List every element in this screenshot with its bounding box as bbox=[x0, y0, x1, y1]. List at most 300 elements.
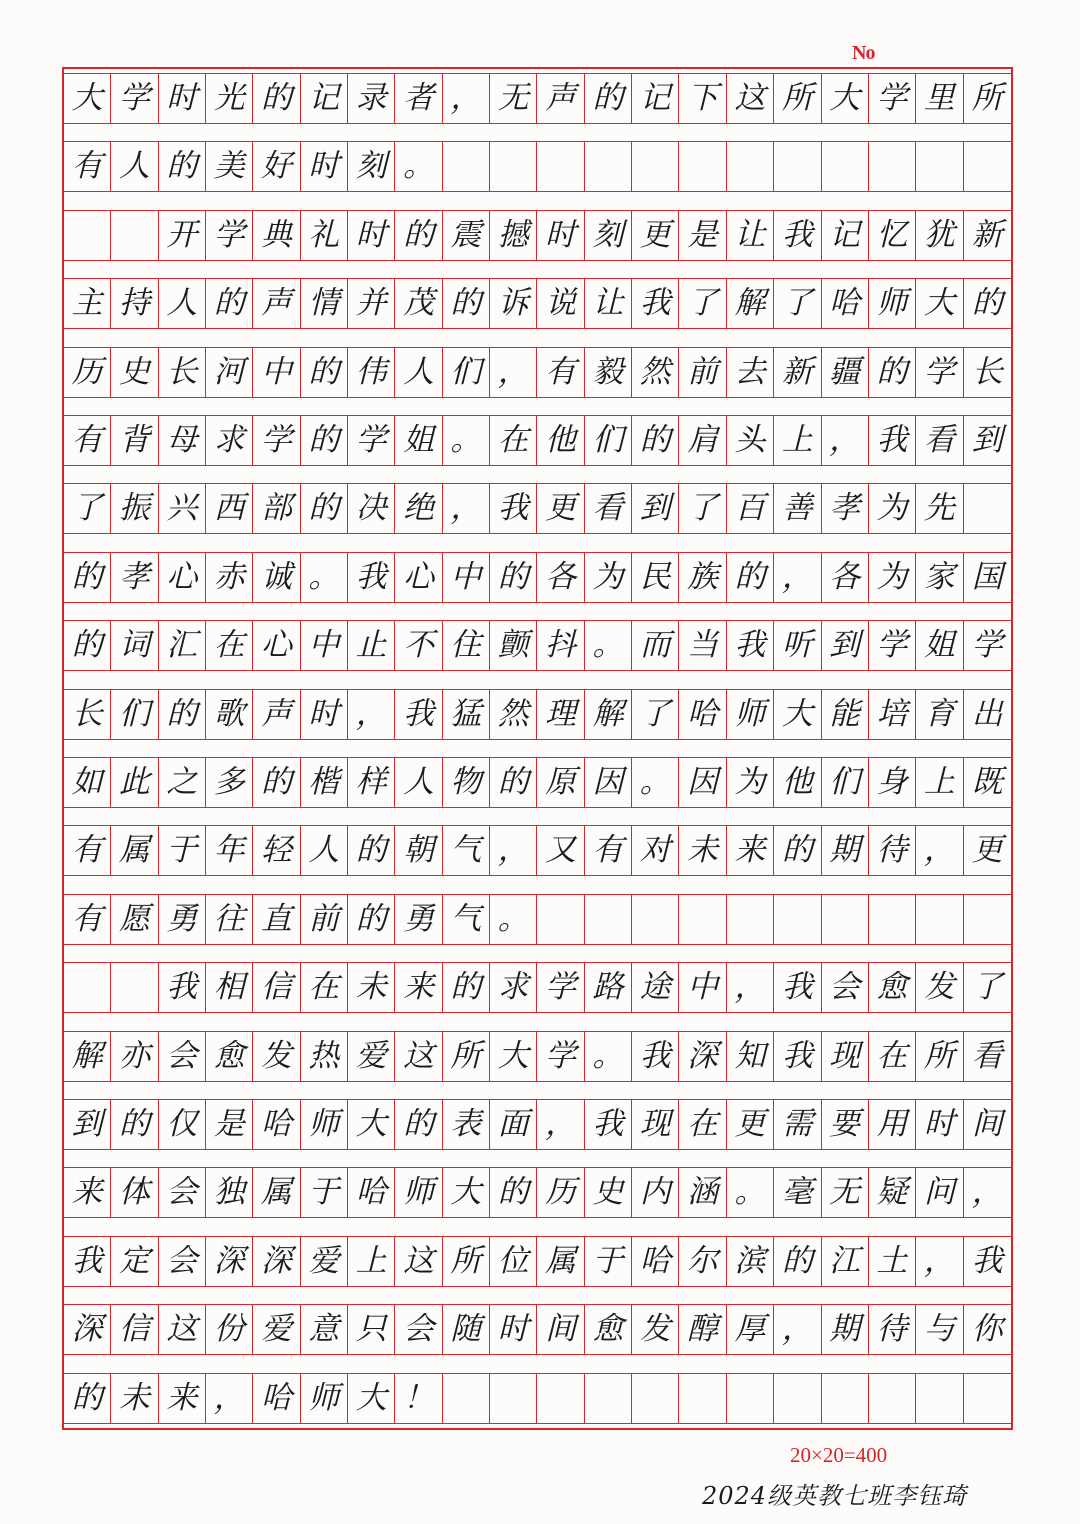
grid-cell: ， bbox=[490, 826, 537, 875]
grid-cell: 样 bbox=[348, 758, 395, 807]
grid-cell: 记 bbox=[822, 211, 869, 260]
grid-cell: 在 bbox=[206, 621, 253, 670]
grid-cell: 的 bbox=[490, 758, 537, 807]
grid-cell: ， bbox=[490, 348, 537, 397]
grid-cell: 去 bbox=[727, 348, 774, 397]
grid-cell: 的 bbox=[869, 348, 916, 397]
grid-cell bbox=[585, 895, 632, 944]
grid-cell: 诚 bbox=[253, 553, 300, 602]
grid-cell: 路 bbox=[585, 963, 632, 1012]
grid-cell: 在 bbox=[490, 416, 537, 465]
grid-cell: 在 bbox=[301, 963, 348, 1012]
essay-line bbox=[64, 1304, 1011, 1355]
grid-cell: 颤 bbox=[490, 621, 537, 670]
grid-cell: 茂 bbox=[395, 279, 442, 328]
grid-cell: 背 bbox=[111, 416, 158, 465]
grid-cell: 的 bbox=[443, 963, 490, 1012]
grid-cell: 学 bbox=[348, 416, 395, 465]
grid-cell: 大 bbox=[348, 1374, 395, 1423]
essay-line bbox=[64, 689, 1011, 740]
grid-cell: 的 bbox=[64, 553, 111, 602]
grid-cell: 身 bbox=[869, 758, 916, 807]
grid-cell bbox=[679, 1374, 726, 1423]
grid-cell: 看 bbox=[971, 1037, 1003, 1074]
grid-cell bbox=[964, 1374, 1011, 1423]
grid-cell: 我 bbox=[585, 1100, 632, 1149]
grid-cell: 人 bbox=[111, 142, 158, 191]
grid-cell: 属 bbox=[253, 1168, 300, 1217]
grid-cell: 的 bbox=[64, 621, 111, 670]
grid-cell: 的 bbox=[727, 553, 774, 602]
grid-cell: 在 bbox=[679, 1100, 726, 1149]
grid-cell: 现 bbox=[632, 1100, 679, 1149]
grid-cell: 有 bbox=[64, 142, 111, 191]
grid-cell: 疑 bbox=[869, 1168, 916, 1217]
grid-cell: 毫 bbox=[774, 1168, 821, 1217]
grid-cell bbox=[443, 142, 490, 191]
grid-cell: 中 bbox=[679, 963, 726, 1012]
grid-cell: 朝 bbox=[395, 826, 442, 875]
grid-cell bbox=[64, 211, 111, 260]
grid-cell: 到 bbox=[971, 422, 1003, 458]
essay-line bbox=[64, 962, 1011, 1013]
grid-cell: 亦 bbox=[111, 1032, 158, 1081]
grid-cell: 者 bbox=[395, 74, 442, 123]
grid-cell: 间 bbox=[971, 1106, 1003, 1142]
grid-cell: 随 bbox=[443, 1305, 490, 1354]
grid-cell: 解 bbox=[727, 279, 774, 328]
grid-cell: 江 bbox=[822, 1237, 869, 1286]
grid-cell: 他 bbox=[774, 758, 821, 807]
grid-cell: 会 bbox=[159, 1032, 206, 1081]
essay-line bbox=[64, 1167, 1011, 1218]
grid-cell: 爱 bbox=[301, 1237, 348, 1286]
grid-cell: 勇 bbox=[395, 895, 442, 944]
grid-cell bbox=[490, 142, 537, 191]
grid-cell: 里 bbox=[916, 74, 963, 123]
grid-cell: 中 bbox=[443, 553, 490, 602]
essay-line bbox=[64, 757, 1011, 808]
grid-cell: 我 bbox=[774, 211, 821, 260]
grid-cell: 的 bbox=[111, 1100, 158, 1149]
grid-cell: 定 bbox=[111, 1237, 158, 1286]
grid-cell: 时 bbox=[348, 211, 395, 260]
grid-cell: ， bbox=[348, 690, 395, 739]
grid-cell: 的 bbox=[632, 416, 679, 465]
grid-cell: 并 bbox=[348, 279, 395, 328]
grid-cell: 决 bbox=[348, 484, 395, 533]
grid-cell: 头 bbox=[727, 416, 774, 465]
grid-cell: 这 bbox=[395, 1032, 442, 1081]
grid-cell: 楷 bbox=[301, 758, 348, 807]
grid-cell: 是 bbox=[206, 1100, 253, 1149]
grid-cell: 上 bbox=[916, 758, 963, 807]
grid-cell: 勇 bbox=[159, 895, 206, 944]
grid-cell: 求 bbox=[206, 416, 253, 465]
grid-cell: 记 bbox=[632, 74, 679, 123]
grid-cell: 需 bbox=[774, 1100, 821, 1149]
grid-cell: 更 bbox=[727, 1100, 774, 1149]
grid-cell: 诉 bbox=[490, 279, 537, 328]
grid-cell: 了 bbox=[971, 969, 1003, 1006]
grid-cell: 有 bbox=[585, 826, 632, 875]
grid-cell: 部 bbox=[253, 484, 300, 533]
grid-cell: 我 bbox=[774, 963, 821, 1012]
grid-cell bbox=[111, 963, 158, 1012]
grid-cell: 份 bbox=[206, 1305, 253, 1354]
grid-cell: 未 bbox=[348, 963, 395, 1012]
grid-cell: 这 bbox=[395, 1237, 442, 1286]
grid-cell: 我 bbox=[490, 484, 537, 533]
grid-cell: 的 bbox=[301, 348, 348, 397]
grid-cell: 学 bbox=[253, 416, 300, 465]
grid-cell: 。 bbox=[490, 895, 537, 944]
grid-cell: 抖 bbox=[537, 621, 584, 670]
author-signature: 2024级英教七班李钰琦 bbox=[702, 1482, 968, 1510]
grid-cell: 长 bbox=[64, 690, 111, 739]
grid-cell: 人 bbox=[395, 348, 442, 397]
grid-cell: 时 bbox=[301, 690, 348, 739]
grid-cell: 有 bbox=[64, 895, 111, 944]
grid-cell: 又 bbox=[537, 826, 584, 875]
grid-cell: 伟 bbox=[348, 348, 395, 397]
grid-cell bbox=[822, 1374, 869, 1423]
grid-cell: 各 bbox=[822, 553, 869, 602]
grid-cell: 愈 bbox=[585, 1305, 632, 1354]
grid-cell: 住 bbox=[443, 621, 490, 670]
grid-cell: 听 bbox=[774, 621, 821, 670]
grid-cell: 下 bbox=[679, 74, 726, 123]
grid-cell: 人 bbox=[395, 758, 442, 807]
grid-cell: 兴 bbox=[159, 484, 206, 533]
grid-cell: 人 bbox=[301, 826, 348, 875]
grid-cell: 的 bbox=[585, 74, 632, 123]
grid-cell: 了 bbox=[679, 484, 726, 533]
grid-cell: 学 bbox=[971, 627, 1003, 664]
essay-line bbox=[64, 415, 1011, 466]
grid-cell: 礼 bbox=[301, 211, 348, 260]
grid-cell: 更 bbox=[537, 484, 584, 533]
grid-cell bbox=[111, 211, 158, 260]
grid-cell: 此 bbox=[111, 758, 158, 807]
grid-cell: 的 bbox=[971, 285, 1003, 322]
grid-cell: 所 bbox=[916, 1032, 963, 1081]
grid-cell: 。 bbox=[585, 1032, 632, 1081]
grid-cell: 之 bbox=[159, 758, 206, 807]
grid-cell: 了 bbox=[632, 690, 679, 739]
grid-cell: 师 bbox=[395, 1168, 442, 1217]
essay-line bbox=[64, 1236, 1011, 1287]
grid-cell: 典 bbox=[253, 211, 300, 260]
grid-cell: 孝 bbox=[822, 484, 869, 533]
grid-cell: 能 bbox=[822, 690, 869, 739]
grid-cell: 上 bbox=[774, 416, 821, 465]
grid-cell: 心 bbox=[159, 553, 206, 602]
grid-cell bbox=[964, 484, 1011, 533]
grid-cell bbox=[916, 142, 963, 191]
grid-cell bbox=[822, 895, 869, 944]
grid-cell: 间 bbox=[537, 1305, 584, 1354]
grid-cell: 仅 bbox=[159, 1100, 206, 1149]
grid-cell: 因 bbox=[585, 758, 632, 807]
grid-cell: 的 bbox=[301, 416, 348, 465]
grid-cell: 善 bbox=[774, 484, 821, 533]
grid-cell: 哈 bbox=[253, 1100, 300, 1149]
grid-cell: 会 bbox=[159, 1168, 206, 1217]
grid-cell: 用 bbox=[869, 1100, 916, 1149]
grid-cell: 途 bbox=[632, 963, 679, 1012]
grid-cell: 大 bbox=[916, 279, 963, 328]
grid-cell: 愈 bbox=[869, 963, 916, 1012]
grid-cell: ， bbox=[727, 963, 774, 1012]
grid-cell: 到 bbox=[822, 621, 869, 670]
grid-cell: 既 bbox=[971, 764, 1003, 800]
grid-cell: ， bbox=[971, 1174, 1003, 1211]
manuscript-grid bbox=[62, 67, 1013, 1430]
grid-cell: 现 bbox=[822, 1032, 869, 1081]
grid-cell: 人 bbox=[159, 279, 206, 328]
grid-cell: 有 bbox=[64, 416, 111, 465]
grid-cell: 。 bbox=[443, 416, 490, 465]
grid-cell bbox=[916, 895, 963, 944]
grid-cell: 的 bbox=[253, 758, 300, 807]
essay-line bbox=[64, 620, 1011, 671]
grid-cell: 我 bbox=[64, 1237, 111, 1286]
grid-cell: 哈 bbox=[679, 690, 726, 739]
grid-cell: 声 bbox=[253, 690, 300, 739]
grid-cell: 为 bbox=[585, 553, 632, 602]
grid-cell: 声 bbox=[253, 279, 300, 328]
essay-line bbox=[64, 552, 1011, 603]
grid-cell: 的 bbox=[490, 553, 537, 602]
grid-cell: 然 bbox=[632, 348, 679, 397]
grid-cell bbox=[774, 1374, 821, 1423]
grid-cell: 时 bbox=[490, 1305, 537, 1354]
grid-cell: 忆 bbox=[869, 211, 916, 260]
grid-cell: 的 bbox=[395, 211, 442, 260]
grid-cell: 为 bbox=[869, 484, 916, 533]
grid-cell: 的 bbox=[64, 1374, 111, 1423]
grid-cell: 前 bbox=[679, 348, 726, 397]
essay-line bbox=[64, 73, 1011, 124]
essay-line bbox=[64, 483, 1011, 534]
grid-cell: 大 bbox=[774, 690, 821, 739]
grid-cell: 绝 bbox=[395, 484, 442, 533]
grid-cell bbox=[443, 1374, 490, 1423]
grid-cell: 中 bbox=[301, 621, 348, 670]
grid-cell: 了 bbox=[64, 484, 111, 533]
grid-cell: 我 bbox=[395, 690, 442, 739]
grid-cell bbox=[490, 1374, 537, 1423]
grid-cell: 情 bbox=[301, 279, 348, 328]
grid-cell: 撼 bbox=[490, 211, 537, 260]
grid-cell: 历 bbox=[64, 348, 111, 397]
grid-cell: 的 bbox=[443, 279, 490, 328]
grid-cell: 问 bbox=[916, 1168, 963, 1217]
grid-cell: 来 bbox=[64, 1168, 111, 1217]
grid-cell: 对 bbox=[632, 826, 679, 875]
grid-cell: 了 bbox=[679, 279, 726, 328]
grid-cell: 姐 bbox=[916, 621, 963, 670]
grid-cell: 来 bbox=[727, 826, 774, 875]
grid-cell bbox=[774, 142, 821, 191]
grid-cell: 出 bbox=[971, 695, 1003, 732]
grid-cell: 的 bbox=[348, 826, 395, 875]
essay-line bbox=[64, 825, 1011, 876]
grid-cell: 。 bbox=[395, 142, 442, 191]
grid-cell: 当 bbox=[679, 621, 726, 670]
grid-cell: 未 bbox=[111, 1374, 158, 1423]
grid-cell: 期 bbox=[822, 1305, 869, 1354]
grid-cell: 到 bbox=[632, 484, 679, 533]
grid-cell: 上 bbox=[348, 1237, 395, 1286]
grid-cell: 孝 bbox=[111, 553, 158, 602]
grid-cell: 心 bbox=[253, 621, 300, 670]
grid-cell: 发 bbox=[916, 963, 963, 1012]
grid-cell: 更 bbox=[971, 832, 1003, 869]
grid-cell: ， bbox=[916, 1237, 963, 1286]
grid-cell: 时 bbox=[301, 142, 348, 191]
grid-cell: 原 bbox=[537, 758, 584, 807]
grid-cell: 我 bbox=[632, 279, 679, 328]
grid-cell bbox=[727, 1374, 774, 1423]
grid-cell: 你 bbox=[971, 1311, 1003, 1348]
grid-cell: 让 bbox=[585, 279, 632, 328]
essay-line bbox=[64, 894, 1011, 945]
grid-cell: 内 bbox=[632, 1168, 679, 1217]
grid-cell: 们 bbox=[585, 416, 632, 465]
essay-line bbox=[64, 1373, 1011, 1424]
grid-cell: 为 bbox=[727, 758, 774, 807]
grid-cell bbox=[774, 895, 821, 944]
grid-cell: 会 bbox=[159, 1237, 206, 1286]
grid-cell: 于 bbox=[159, 826, 206, 875]
grid-cell: 培 bbox=[869, 690, 916, 739]
grid-cell: 振 bbox=[111, 484, 158, 533]
grid-cell: 厚 bbox=[727, 1305, 774, 1354]
grid-cell: 大 bbox=[64, 74, 111, 123]
grid-cell: 史 bbox=[585, 1168, 632, 1217]
grid-cell: 到 bbox=[64, 1100, 111, 1149]
grid-cell: 相 bbox=[206, 963, 253, 1012]
grid-cell: 气 bbox=[443, 826, 490, 875]
grid-cell: 姐 bbox=[395, 416, 442, 465]
grid-cell: 肩 bbox=[679, 416, 726, 465]
grid-cell: 在 bbox=[869, 1032, 916, 1081]
grid-cell: 所 bbox=[443, 1032, 490, 1081]
grid-cell: 我 bbox=[774, 1032, 821, 1081]
grid-cell: 土 bbox=[869, 1237, 916, 1286]
grid-cell: ， bbox=[206, 1374, 253, 1423]
grid-cell bbox=[869, 142, 916, 191]
grid-cell: 主 bbox=[64, 279, 111, 328]
grid-cell: 涵 bbox=[679, 1168, 726, 1217]
grid-cell: 是 bbox=[679, 211, 726, 260]
grid-cell bbox=[632, 895, 679, 944]
essay-line bbox=[64, 278, 1011, 329]
grid-cell: 大 bbox=[822, 74, 869, 123]
grid-cell: 于 bbox=[585, 1237, 632, 1286]
grid-cell: 体 bbox=[111, 1168, 158, 1217]
grid-cell: 面 bbox=[490, 1100, 537, 1149]
grid-cell: 的 bbox=[395, 1100, 442, 1149]
grid-cell: 疆 bbox=[822, 348, 869, 397]
essay-line bbox=[64, 141, 1011, 192]
grid-cell: 爱 bbox=[253, 1305, 300, 1354]
grid-cell: 醇 bbox=[679, 1305, 726, 1354]
grid-cell: 尔 bbox=[679, 1237, 726, 1286]
grid-cell: 大 bbox=[348, 1100, 395, 1149]
grid-cell: 哈 bbox=[253, 1374, 300, 1423]
essay-line bbox=[64, 1099, 1011, 1150]
grid-cell: 而 bbox=[632, 621, 679, 670]
grid-cell: 声 bbox=[537, 74, 584, 123]
grid-cell: 我 bbox=[159, 963, 206, 1012]
grid-cell: 们 bbox=[822, 758, 869, 807]
grid-cell: 求 bbox=[490, 963, 537, 1012]
grid-cell: 持 bbox=[111, 279, 158, 328]
grid-cell: 信 bbox=[111, 1305, 158, 1354]
grid-cell: 哈 bbox=[822, 279, 869, 328]
grid-cell: 哈 bbox=[632, 1237, 679, 1286]
grid-cell: 育 bbox=[916, 690, 963, 739]
grid-cell: 深 bbox=[679, 1032, 726, 1081]
grid-cell: 看 bbox=[916, 416, 963, 465]
grid-cell: 家 bbox=[916, 553, 963, 602]
grid-cell: 历 bbox=[537, 1168, 584, 1217]
grid-cell: 新 bbox=[774, 348, 821, 397]
grid-cell: 来 bbox=[395, 963, 442, 1012]
grid-cell bbox=[679, 142, 726, 191]
grid-cell: 因 bbox=[679, 758, 726, 807]
grid-cell: 未 bbox=[679, 826, 726, 875]
grid-cell: 有 bbox=[64, 826, 111, 875]
grid-cell: 美 bbox=[206, 142, 253, 191]
grid-cell bbox=[64, 963, 111, 1012]
grid-cell: 意 bbox=[301, 1305, 348, 1354]
grid-cell: 长 bbox=[159, 348, 206, 397]
grid-cell: 大 bbox=[443, 1168, 490, 1217]
grid-cell: 歌 bbox=[206, 690, 253, 739]
grid-cell: ！ bbox=[395, 1374, 442, 1423]
essay-line bbox=[64, 1031, 1011, 1082]
grid-cell: 们 bbox=[111, 690, 158, 739]
grid-cell: 录 bbox=[348, 74, 395, 123]
essay-line bbox=[64, 347, 1011, 398]
grid-count-label: 20×20=400 bbox=[790, 1443, 888, 1467]
grid-cell: 学 bbox=[537, 1032, 584, 1081]
grid-cell: 年 bbox=[206, 826, 253, 875]
grid-cell: 时 bbox=[159, 74, 206, 123]
grid-cell: 的 bbox=[159, 142, 206, 191]
grid-cell bbox=[964, 895, 1011, 944]
grid-cell: 位 bbox=[490, 1237, 537, 1286]
grid-cell: 的 bbox=[774, 1237, 821, 1286]
grid-cell: 长 bbox=[971, 353, 1003, 390]
grid-cell: 时 bbox=[916, 1100, 963, 1149]
grid-cell: 我 bbox=[348, 553, 395, 602]
grid-cell bbox=[869, 1374, 916, 1423]
grid-cell: 有 bbox=[537, 348, 584, 397]
grid-cell: 愿 bbox=[111, 895, 158, 944]
grid-cell: 师 bbox=[301, 1374, 348, 1423]
grid-cell: 民 bbox=[632, 553, 679, 602]
grid-cell: 气 bbox=[443, 895, 490, 944]
grid-cell: 更 bbox=[632, 211, 679, 260]
grid-cell: 国 bbox=[971, 558, 1003, 595]
grid-cell: ， bbox=[774, 553, 821, 602]
grid-cell: 热 bbox=[301, 1032, 348, 1081]
